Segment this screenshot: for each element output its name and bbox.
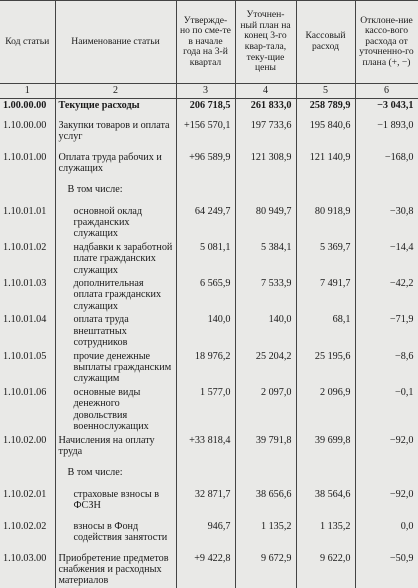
row-cash-value: 9 622,0 <box>296 552 355 588</box>
row-cash-value: 121 140,9 <box>296 151 355 183</box>
row-refined-value: 121 308,9 <box>235 151 296 183</box>
header-row <box>0 1 418 84</box>
row-code: 1.10.01.02 <box>3 241 47 253</box>
row-deviation-value: −71,9 <box>355 313 418 349</box>
row-approved-value: 1 577,0 <box>176 386 235 434</box>
row-approved-value: 5 081,1 <box>176 241 235 277</box>
row-name: основные виды денежного довольствия военнослужащих <box>55 386 176 434</box>
column-number: 1 <box>0 84 55 99</box>
row-name: Текущие расходы <box>55 99 176 119</box>
row-cash-value: 5 369,7 <box>296 241 355 277</box>
header-cash: Кассовый расход <box>296 1 355 84</box>
row-approved-value: +33 818,4 <box>176 434 235 466</box>
row-refined-value: 5 384,1 <box>235 241 296 277</box>
row-deviation-value: 0,0 <box>355 520 418 552</box>
header-approved: Утвержде-но по сме-те в начале года на 3-й квартал <box>176 1 235 84</box>
row-deviation-value: −14,4 <box>355 241 418 277</box>
column-number: 6 <box>355 84 418 99</box>
row-code <box>0 183 55 205</box>
row-cash-value: 80 918,9 <box>296 205 355 241</box>
row-refined-value: 1 135,2 <box>235 520 296 552</box>
row-refined-value <box>235 466 296 488</box>
row-refined-value <box>235 183 296 205</box>
row-deviation-value: −42,2 <box>355 277 418 313</box>
row-code: 1.10.02.01 <box>3 488 47 500</box>
table-row <box>0 241 418 277</box>
column-number: 2 <box>55 84 176 99</box>
row-name: В том числе: <box>55 183 176 205</box>
row-approved-value: 6 565,9 <box>176 277 235 313</box>
row-name: оплата труда внештатных сотрудников <box>55 313 176 349</box>
row-deviation-value: −92,0 <box>355 488 418 520</box>
row-name: В том числе: <box>55 466 176 488</box>
table-row <box>0 520 418 552</box>
column-number: 4 <box>235 84 296 99</box>
row-cash-value: 2 096,9 <box>296 386 355 434</box>
row-cash-value: 195 840,6 <box>296 119 355 151</box>
row-deviation-value: −50,9 <box>355 552 418 588</box>
table-row <box>0 434 418 466</box>
row-refined-value: 80 949,7 <box>235 205 296 241</box>
row-cash-value: 38 564,6 <box>296 488 355 520</box>
row-refined-value: 2 097,0 <box>235 386 296 434</box>
column-number: 5 <box>296 84 355 99</box>
header-code: Код статьи <box>0 1 55 84</box>
row-name: Приобретение предметов снабжения и расходных материалов <box>55 552 176 588</box>
header-deviation: Отклоне-ние кассо-вого расхода от уточненно-го плана (+, −) <box>355 1 418 84</box>
row-code: 1.10.03.00 <box>3 552 47 564</box>
row-approved-value <box>176 183 235 205</box>
row-name: Оплата труда рабочих и служащих <box>55 151 176 183</box>
row-deviation-value: −0,1 <box>355 386 418 434</box>
row-code: 1.10.01.01 <box>3 205 47 217</box>
row-refined-value: 197 733,6 <box>235 119 296 151</box>
row-refined-value: 38 656,6 <box>235 488 296 520</box>
row-cash-value: 25 195,6 <box>296 350 355 386</box>
row-deviation-value <box>355 183 418 205</box>
row-name: взносы в Фонд содействия занятости <box>55 520 176 552</box>
table-row <box>0 552 418 588</box>
row-code: 1.10.00.00 <box>3 119 47 131</box>
table-body <box>0 99 418 588</box>
table-row <box>0 350 418 386</box>
row-deviation-value: −30,8 <box>355 205 418 241</box>
row-approved-value: 32 871,7 <box>176 488 235 520</box>
row-code: 1.10.01.04 <box>3 314 47 326</box>
table-row <box>0 119 418 151</box>
row-refined-value: 7 533,9 <box>235 277 296 313</box>
row-approved-value <box>176 466 235 488</box>
row-approved-value: +9 422,8 <box>176 552 235 588</box>
row-code: 1.00.00.00 <box>3 100 47 111</box>
row-name: Начисления на оплату труда <box>55 434 176 466</box>
row-cash-value: 68,1 <box>296 313 355 349</box>
row-name: Закупки товаров и оплата услуг <box>55 119 176 151</box>
row-cash-value: 1 135,2 <box>296 520 355 552</box>
table-row <box>0 151 418 183</box>
row-refined-value: 25 204,2 <box>235 350 296 386</box>
table-row <box>0 466 418 488</box>
header-refined: Уточнен-ный план на конец 3-го квар-тала, теку-щие цены <box>235 1 296 84</box>
row-approved-value: +156 570,1 <box>176 119 235 151</box>
row-cash-value: 258 789,9 <box>296 99 355 119</box>
row-code: 1.10.02.02 <box>3 520 47 532</box>
table-row <box>0 205 418 241</box>
row-cash-value <box>296 466 355 488</box>
table-row <box>0 488 418 520</box>
row-cash-value: 7 491,7 <box>296 277 355 313</box>
table-row <box>0 386 418 434</box>
row-name: основной оклад гражданских служащих <box>55 205 176 241</box>
table-row <box>0 183 418 205</box>
row-approved-value: +96 589,9 <box>176 151 235 183</box>
row-code: 1.10.01.05 <box>3 350 47 362</box>
row-name: прочие денежные выплаты гражданским служащим <box>55 350 176 386</box>
row-name: страховые взносы в ФСЗН <box>55 488 176 520</box>
table-row <box>0 99 418 119</box>
column-number-row <box>0 84 418 99</box>
row-code <box>0 466 55 488</box>
row-deviation-value: −3 043,1 <box>355 99 418 119</box>
row-cash-value: 39 699,8 <box>296 434 355 466</box>
row-deviation-value <box>355 466 418 488</box>
row-name: дополнительная оплата гражданских служащих <box>55 277 176 313</box>
table-row <box>0 313 418 349</box>
row-deviation-value: −1 893,0 <box>355 119 418 151</box>
row-name: надбавки к заработной плате гражданских служащих <box>55 241 176 277</box>
row-refined-value: 140,0 <box>235 313 296 349</box>
column-number: 3 <box>176 84 235 99</box>
row-approved-value: 64 249,7 <box>176 205 235 241</box>
row-code: 1.10.01.06 <box>3 386 47 398</box>
row-code: 1.10.02.00 <box>3 434 47 446</box>
row-refined-value: 9 672,9 <box>235 552 296 588</box>
row-code: 1.10.01.00 <box>3 151 47 163</box>
row-deviation-value: −8,6 <box>355 350 418 386</box>
row-deviation-value: −92,0 <box>355 434 418 466</box>
header-name: Наименование статьи <box>55 1 176 84</box>
row-deviation-value: −168,0 <box>355 151 418 183</box>
row-approved-value: 140,0 <box>176 313 235 349</box>
row-approved-value: 206 718,5 <box>176 99 235 119</box>
row-refined-value: 261 833,0 <box>235 99 296 119</box>
row-code: 1.10.01.03 <box>3 278 47 290</box>
row-approved-value: 18 976,2 <box>176 350 235 386</box>
row-cash-value <box>296 183 355 205</box>
row-refined-value: 39 791,8 <box>235 434 296 466</box>
table-row <box>0 277 418 313</box>
row-approved-value: 946,7 <box>176 520 235 552</box>
